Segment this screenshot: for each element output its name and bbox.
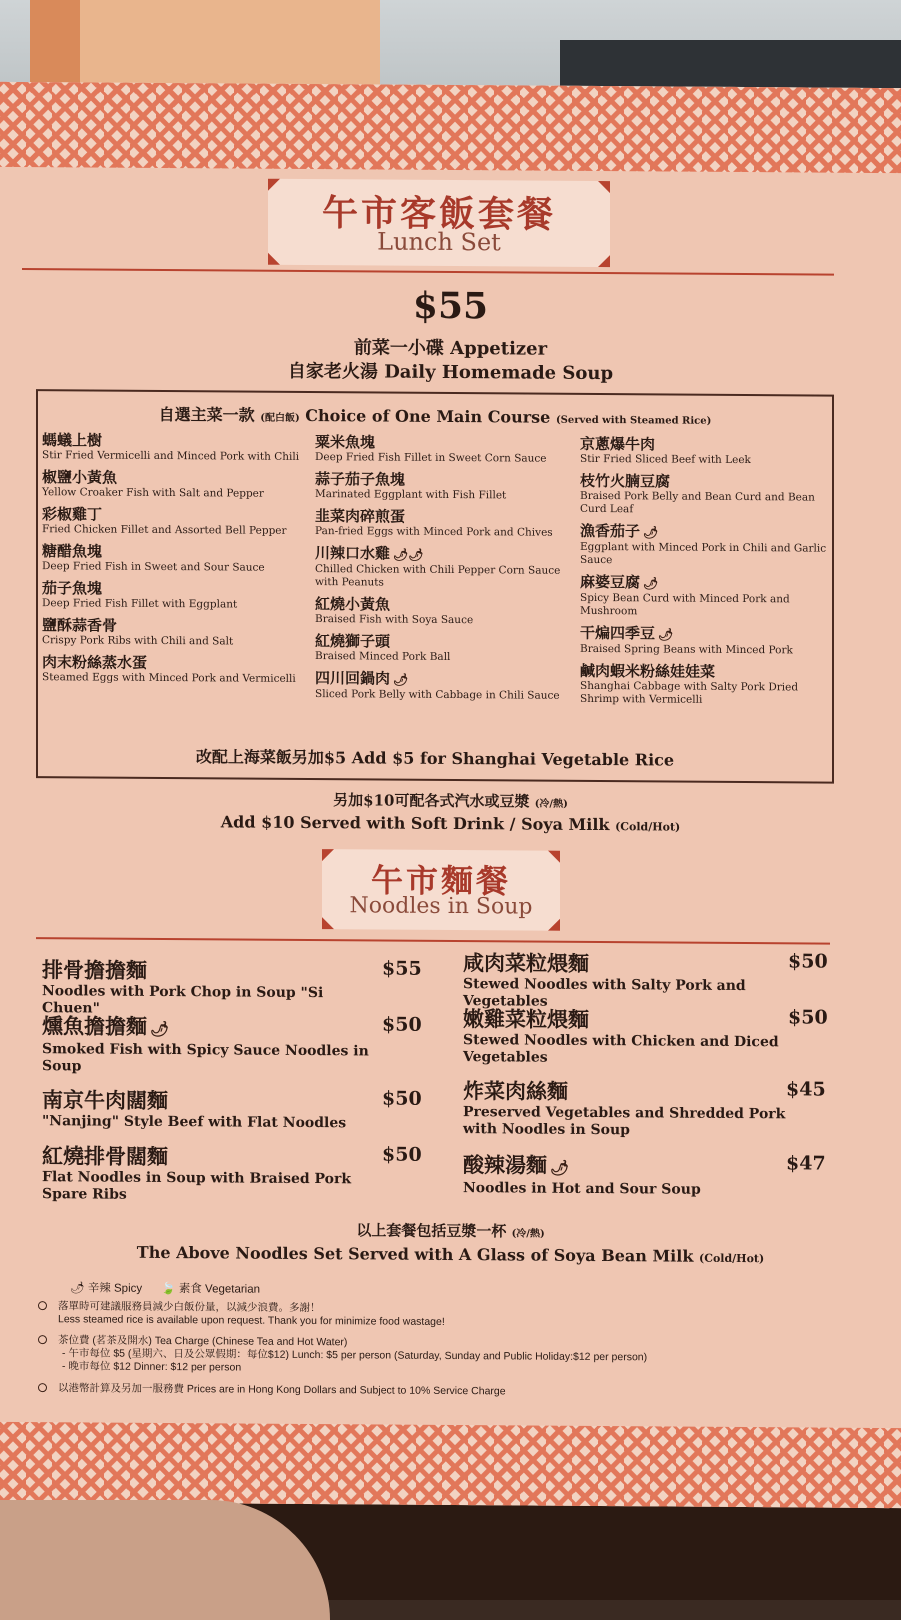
main-course-item: [315, 595, 577, 628]
dish-name-zh: 蒜子茄子魚塊: [315, 470, 406, 489]
legend-vegetarian: 素食 Vegetarian: [178, 1283, 261, 1296]
noodle-name-en: Noodles with Pork Chop in Soup "Si Chuen": [42, 983, 324, 1017]
lunch-set-title-zh: 午市客飯套餐: [321, 192, 556, 236]
soya-zh-line: 以上套餐包括豆漿一杯 (冷/熱): [356, 1221, 545, 1241]
noodle-price: $50: [382, 1087, 422, 1110]
soya-en-line: The Above Noodles Set Served with A Glass of Soya Bean Milk (Cold/Hot): [136, 1242, 765, 1266]
dish-name-zh: 肉末粉絲蒸水蛋: [42, 653, 148, 672]
main-course-item: [580, 662, 830, 708]
noodle-price: $47: [786, 1152, 826, 1175]
rice-upgrade-note: 改配上海菜飯另加$5 Add $5 for Shanghai Vegetable Rice: [195, 747, 675, 770]
dish-name-zh: 枝竹火腩豆腐: [580, 471, 671, 491]
noodle-price: $50: [382, 1143, 422, 1166]
dish-name-zh: 彩椒雞丁: [42, 505, 103, 524]
dish-name-zh: 粟米魚塊: [315, 433, 376, 452]
dish-name-en: Braised Minced Pork Ball: [315, 650, 451, 663]
main-course-item: [315, 507, 577, 540]
dish-name-en: Braised Spring Beans with Minced Pork: [580, 642, 793, 657]
chili-icon: 🌶: [393, 672, 409, 687]
dish-name-zh: 糖醋魚塊: [42, 542, 103, 561]
main-course-item: [580, 435, 830, 468]
noodle-item: [463, 1152, 823, 1200]
dish-name-zh: 四川回鍋肉 🌶: [315, 669, 409, 688]
dish-name-en: Steamed Eggs with Minced Pork and Vermicelli: [42, 671, 296, 685]
menu-paper: [0, 167, 901, 1428]
chili-icon: 🌶: [658, 627, 674, 642]
noodle-name-zh: 酸辣湯麵 🌶: [463, 1152, 823, 1183]
dish-name-zh: 紅燒獅子頭: [315, 632, 391, 651]
noodle-item: [42, 957, 372, 1019]
noodle-name-zh: 南京牛肉闊麵: [42, 1087, 168, 1114]
noodle-name-en: Preserved Vegetables and Shredded Pork with Noodles in Soup: [463, 1104, 786, 1139]
main-course-item: [42, 468, 312, 501]
dish-name-zh: 椒鹽小黃魚: [42, 468, 118, 487]
noodle-price: $45: [786, 1078, 826, 1101]
drink-en-line: Add $10 Served with Soft Drink / Soya Milk (Cold/Hot): [220, 812, 681, 835]
legend: [70, 1279, 260, 1296]
main-course-item: [42, 653, 312, 686]
dish-name-zh: 韭菜肉碎煎蛋: [315, 507, 406, 526]
noodles-title-box: [322, 849, 560, 931]
main-course-item: [315, 669, 577, 703]
main-course-column-2: [315, 433, 577, 709]
dish-name-zh: 干煸四季豆 🌶: [580, 623, 674, 643]
dish-name-en: Stir Fried Vermicelli and Minced Pork with Chili: [42, 449, 300, 463]
dish-name-en: Pan-fried Eggs with Minced Pork and Chives: [315, 525, 553, 539]
noodle-item: [463, 1006, 823, 1069]
main-course-heading: 自選主菜一款 (配白飯) Choice of One Main Course (Served with Steamed Rice): [158, 404, 712, 427]
divider: [36, 937, 830, 945]
main-course-item: [42, 542, 312, 575]
dish-name-en: Braised Fish with Soya Sauce: [315, 613, 474, 627]
noodle-name-zh: 燻魚擔擔麵 🌶: [42, 1013, 372, 1043]
note-tea-charge: 茶位費 (茗茶及開水) Tea Charge (Chinese Tea and Hot Water) - 午市每位 $5 (星期六、日及公眾假期：每位$12) Lunch: $5 per person (Saturday, Sunday and Public Holiday:$12 per person) - 晚市每位 $12 Dinner: $12 per person: [38, 1334, 647, 1377]
dish-name-en: Deep Fried Fish Fillet with Eggplant: [42, 597, 238, 611]
main-course-item: [315, 544, 577, 591]
dish-name-en: Spicy Bean Curd with Minced Pork and Mushroom: [580, 591, 790, 618]
set-price: $55: [412, 284, 489, 328]
noodle-name-zh: 炸菜肉絲麵: [463, 1078, 568, 1104]
main-course-column-1: [42, 431, 312, 692]
noodle-name-zh: 嫩雞菜粒煨麵: [463, 1006, 589, 1032]
dish-name-zh: 鹽酥蒜香骨: [42, 616, 118, 635]
menu-sheet: [0, 82, 901, 1508]
circle-bullet-icon: [38, 1383, 47, 1392]
main-course-item: [315, 433, 577, 466]
noodle-item: [42, 1013, 372, 1077]
dish-name-zh: 紅燒小黃魚: [315, 595, 391, 614]
noodle-name-zh: 排骨擔擔麵: [42, 957, 147, 983]
dish-name-zh: 川辣口水雞 🌶🌶: [315, 544, 424, 563]
main-course-item: [42, 579, 312, 612]
chili-icon: 🌶🌶: [393, 547, 424, 562]
noodle-item: [42, 1143, 372, 1205]
main-course-item: [315, 632, 577, 665]
circle-bullet-icon: [38, 1335, 47, 1344]
chili-icon: 🌶: [643, 576, 659, 591]
noodle-item: [463, 950, 823, 1013]
chili-icon: 🌶: [643, 525, 659, 540]
lunch-set-title-box: [268, 179, 610, 267]
noodles-title-en: Noodles in Soup: [349, 893, 533, 920]
main-course-box: [36, 389, 834, 784]
main-course-item: [580, 472, 830, 518]
dish-name-en: Braised Pork Belly and Bean Curd and Bean Curd Leaf: [580, 489, 815, 516]
dish-name-zh: 茄子魚塊: [42, 579, 103, 598]
dish-name-en: Deep Fried Fish in Sweet and Sour Sauce: [42, 560, 265, 574]
noodle-name-en: Noodles in Hot and Sour Soup: [463, 1180, 701, 1198]
main-course-item: [580, 522, 830, 569]
appetizer-line: 前菜一小碟 Appetizer: [353, 337, 548, 360]
dish-name-zh: 京蔥爆牛肉: [580, 434, 656, 454]
noodle-name-zh: 咸肉菜粒煨麵: [463, 950, 589, 976]
noodle-name-zh: 紅燒排骨闊麵: [42, 1143, 168, 1170]
noodle-price: $50: [382, 1013, 422, 1036]
dish-name-zh: 螞蟻上樹: [42, 431, 103, 450]
noodle-name-en: Stewed Noodles with Salty Pork and Vegetables: [463, 976, 746, 1010]
circle-bullet-icon: [38, 1301, 47, 1310]
main-course-item: [42, 616, 312, 649]
lunch-set-title-en: Lunch Set: [377, 227, 501, 257]
noodle-item: [42, 1087, 372, 1132]
dish-name-zh: 麻婆豆腐 🌶: [580, 572, 659, 592]
noodle-name-en: Flat Noodles in Soup with Braised Pork Spare Ribs: [42, 1169, 352, 1203]
legend-spicy: 辛辣 Spicy: [87, 1282, 143, 1295]
main-course-item: [42, 505, 312, 538]
dish-name-en: Marinated Eggplant with Fish Fillet: [315, 488, 507, 502]
chili-icon: 🌶: [550, 1158, 570, 1177]
dish-name-en: Stir Fried Sliced Beef with Leek: [580, 452, 751, 467]
dish-name-en: Eggplant with Minced Pork in Chili and Garlic Sauce: [580, 540, 827, 567]
dish-name-en: Fried Chicken Fillet and Assorted Bell Pepper: [42, 523, 287, 537]
dish-name-en: Chilled Chicken with Chili Pepper Corn Sauce with Peanuts: [315, 563, 561, 589]
noodle-name-en: "Nanjing" Style Beef with Flat Noodles: [42, 1113, 347, 1132]
chili-icon: 🌶: [150, 1019, 170, 1039]
noodles-title-zh: 午市麵餐: [370, 861, 511, 901]
note-service-charge: 以港幣計算及另加一服務費 Prices are in Hong Kong Dollars and Subject to 10% Service Charge: [38, 1382, 506, 1398]
dish-name-en: Shanghai Cabbage with Salty Pork Dried Shrimp with Vermicelli: [580, 679, 799, 706]
leaf-icon: 🍃: [161, 1282, 176, 1296]
chili-icon: 🌶: [70, 1282, 85, 1295]
noodle-price: $55: [382, 957, 422, 980]
dish-name-en: Yellow Croaker Fish with Salt and Pepper: [42, 486, 264, 500]
main-course-item: [580, 573, 830, 620]
soup-line: 自家老火湯 Daily Homemade Soup: [287, 360, 614, 385]
noodle-price: $50: [788, 950, 828, 973]
noodle-name-en: Smoked Fish with Spicy Sauce Noodles in Soup: [42, 1041, 369, 1075]
drink-zh-line: 另加$10可配各式汽水或豆漿 (冷/熱): [333, 791, 568, 811]
main-course-item: [315, 470, 577, 503]
divider: [22, 268, 834, 276]
dish-name-en: Crispy Pork Ribs with Chili and Salt: [42, 634, 234, 648]
main-course-column-3: [580, 435, 830, 714]
dish-name-en: Deep Fried Fish Fillet in Sweet Corn Sauce: [315, 451, 547, 465]
main-course-item: [42, 431, 312, 464]
dish-name-en: Sliced Pork Belly with Cabbage in Chili Sauce: [315, 688, 560, 702]
main-course-item: [580, 624, 830, 658]
dish-name-zh: 鹹肉蝦米粉絲娃娃菜: [580, 661, 716, 681]
noodle-item: [463, 1078, 823, 1141]
dish-name-zh: 漁香茄子 🌶: [580, 521, 659, 541]
note-rice: 落單時可建議服務員減少白飯份量，以減少浪費。多謝！ Less steamed rice is available upon request. Thank you for minimize food wastage!: [38, 1300, 445, 1329]
noodle-name-en: Stewed Noodles with Chicken and Diced Vegetables: [463, 1032, 779, 1066]
noodle-price: $50: [788, 1006, 828, 1029]
